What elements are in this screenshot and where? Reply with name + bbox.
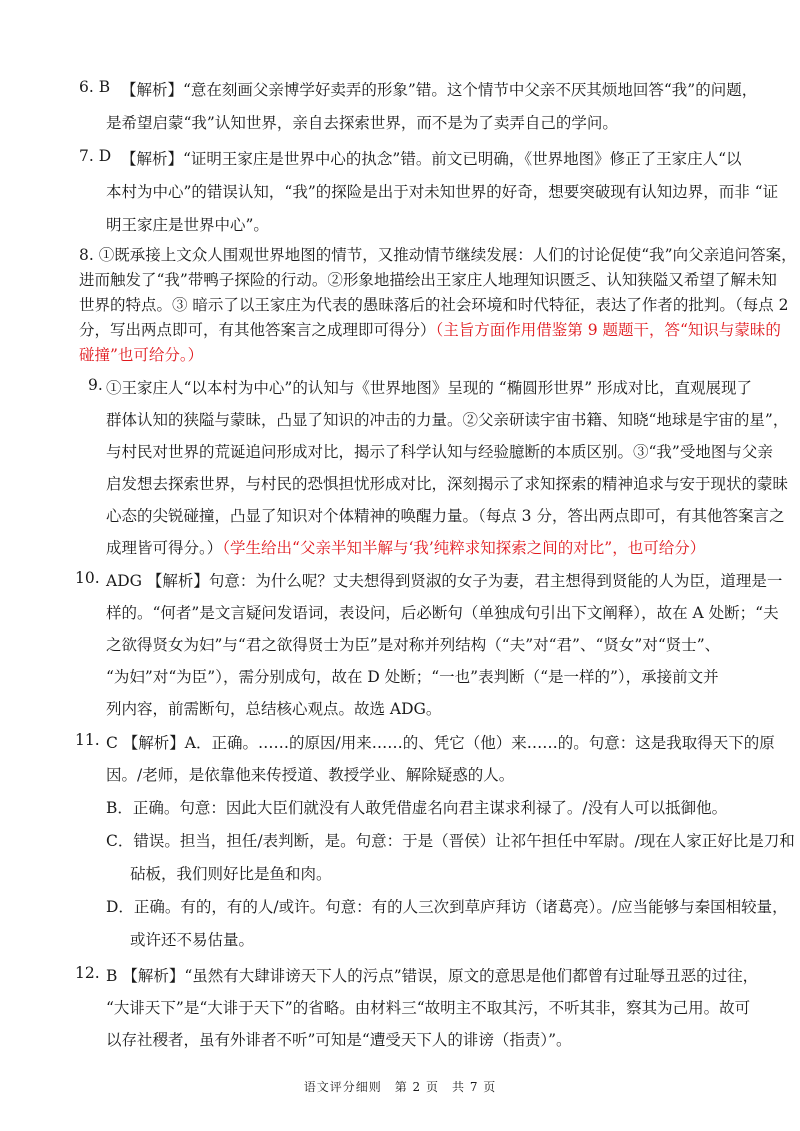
- item-line: 世界的特点。③ 暗示了以王家庄为代表的愚昧落后的社会环境和时代特征，表达了作者的批判。（每点 2: [79, 296, 789, 314]
- item-line: 因。/老师，是依靠他来传授道、教授学业、解除疑惑的人。: [106, 766, 515, 784]
- item-line: 心态的尖锐碰撞，凸显了知识对个体精神的唤醒力量。（每点 3 分，答出两点即可，有其他答案言之: [106, 507, 785, 525]
- item-line: D．正确。有的，有的人/或许。句意：有的人三次到草庐拜访（诸葛亮）。/应当能够与秦国相较量，: [106, 898, 788, 916]
- item-line: 以存社稷者，虽有外诽者不听”可知是“遭受天下人的诽谤（指责）”。: [106, 1031, 572, 1049]
- item-line: 明王家庄是世界中心”。: [106, 216, 269, 234]
- item-line: 是希望启蒙“我”认知世界，亲自去探索世界，而不是为了卖弄自己的学问。: [106, 114, 618, 132]
- item-line: C 【解析】A．正确。……的原因/用来……的、凭它（他）来……的。句意：这是我取得天下的原: [106, 734, 775, 752]
- item-line: C．错误。担当，担任/表判断，是。句意：于是（晋侯）让祁午担任中军尉。/现在人家正好比是刀和: [106, 832, 795, 850]
- item-line: 群体认知的狭隘与蒙昧，凸显了知识的冲击的力量。②父亲研读宇宙书籍、知晓“地球是宇宙的星”，: [106, 411, 789, 429]
- grading-note: （主旨方面作用借鉴第 9 题题干，答“知识与蒙昧的: [435, 321, 781, 339]
- item-line: 列内容，前需断句，总结核心观点。故选 ADG。: [106, 700, 442, 718]
- item-line: ADG 【解析】句意：为什么呢？丈夫想得到贤淑的女子为妻，君主想得到贤能的人为臣，道理是一: [106, 572, 783, 590]
- item-line: “为妇”对“为臣”），需分别成句，故在 D 处断；“一也”表判断（“是一样的”），承接前文并: [106, 668, 719, 686]
- item-line: 成理皆可得分。）（学生给出“父亲半知半解与‘我’纯粹求知探索之间的对比”，也可给分）: [106, 539, 706, 557]
- item-number: 10.: [75, 569, 100, 587]
- grading-note: （学生给出“父亲半知半解与‘我’纯粹求知探索之间的对比”，也可给分）: [222, 539, 706, 557]
- page-footer: 语文评分细则 第 2 页 共 7 页: [303, 1080, 497, 1094]
- item-line: 进而触发了“我”带鸭子探险的行动。②形象地描绘出王家庄人地理知识匮乏、认知狭隘又希望了解未知: [79, 271, 777, 289]
- item-number: 7. D: [79, 147, 112, 165]
- item-line: 分，写出两点即可，有其他答案言之成理即可得分）（主旨方面作用借鉴第 9 题题干，答“知识与蒙昧的: [79, 321, 781, 339]
- item-line: ①王家庄人“以本村为中心”的认知与《世界地图》呈现的 “椭圆形世界” 形成对比，直观展现了: [106, 379, 753, 397]
- grading-note: 碰撞”也可给分。）: [79, 346, 204, 364]
- item-line: “大诽天下”是“大诽于天下”的省略。由材料三“故明主不取其污，不听其非，察其为己用。故可: [106, 999, 751, 1017]
- item-line: 本村为中心”的错误认知，“我”的探险是出于对未知世界的好奇，想要突破现有认知边界，而非 “证: [106, 183, 779, 201]
- item-line: 或许还不易估量。: [130, 931, 255, 949]
- item-number: 9.: [88, 376, 103, 394]
- item-line: 8. ①既承接上文众人围观世界地图的情节，又推动情节继续发展：人们的讨论促使“我”向父亲追问答案，: [79, 246, 797, 264]
- item-line: 【解析】“证明王家庄是世界中心的执念”错。前文已明确，《世界地图》修正了王家庄人“以: [121, 150, 742, 168]
- item-line: B．正确。句意：因此大臣们就没有人敢凭借虚名向君主谋求利禄了。/没有人可以抵御他。: [106, 799, 728, 817]
- item-line: 砧板，我们则好比是鱼和肉。: [130, 865, 332, 883]
- item-line: 与村民对世界的荒诞追问形成对比，揭示了科学认知与经验臆断的本质区别。③“我”受地图与父亲: [106, 443, 773, 461]
- item-number: 12.: [75, 964, 100, 982]
- item-line: 【解析】“意在刻画父亲博学好卖弄的形象”错。这个情节中父亲不厌其烦地回答“我”的问题，: [121, 81, 758, 99]
- item-number: 6. B: [79, 78, 111, 96]
- item-number: 11.: [75, 731, 100, 749]
- item-line: B 【解析】“虽然有大肆诽谤天下人的污点”错误，原文的意思是他们都曾有过耻辱丑恶的过往，: [106, 967, 759, 985]
- item-line: 之欲得贤女为妇”与“君之欲得贤士为臣”是对称并列结构（“夫”对“君”、“贤女”对“贤士”、: [106, 636, 721, 654]
- item-line: 样的。“何者”是文言疑问发语词，表设问，后必断句（单独成句引出下文阐释），故在 A 处断；“夫: [106, 604, 779, 622]
- item-line: 启发想去探索世界，与村民的恐惧担忧形成对比，深刻揭示了求知探索的精神追求与安于现状的蒙昧: [106, 475, 789, 493]
